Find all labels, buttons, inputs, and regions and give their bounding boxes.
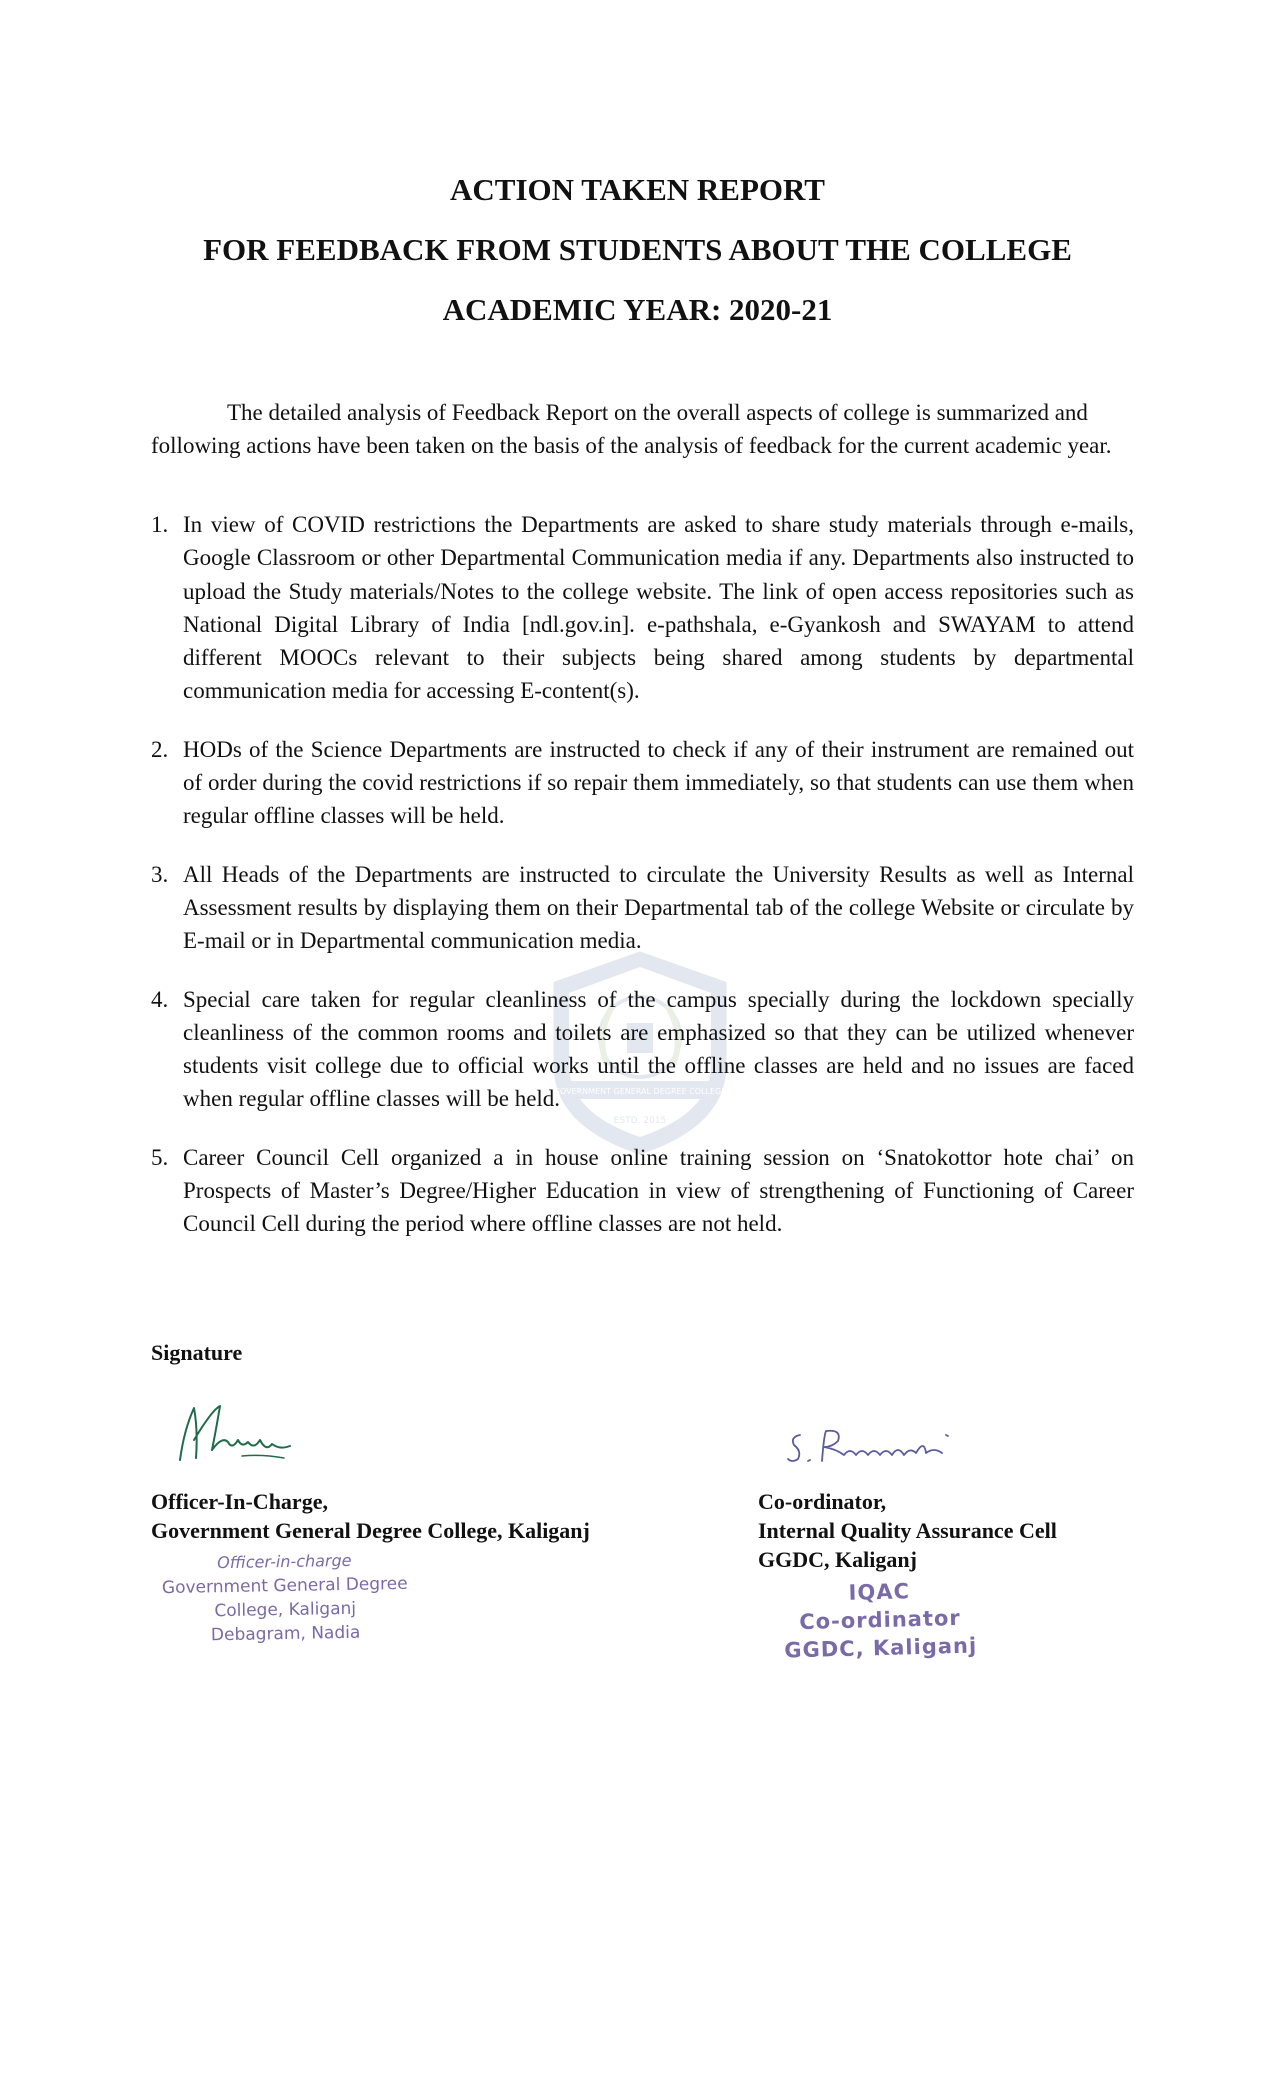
signature-heading: Signature — [151, 1340, 243, 1365]
officer-stamp — [149, 1548, 421, 1649]
iqac-stamp — [759, 1575, 1001, 1665]
coordinator-signature — [786, 1425, 996, 1471]
title-line-1: ACTION TAKEN REPORT — [450, 172, 825, 207]
item-number: 3. — [151, 861, 169, 887]
title-line-3: ACADEMIC YEAR: 2020-21 — [442, 292, 833, 327]
action-item — [151, 733, 1134, 833]
watermark-text-top: GOVERNMENT GENERAL DEGREE COLLEGE — [553, 1087, 727, 1096]
item-text: HODs of the Science Departments are instructed to check if any of their instrument are remained out of order during the covid restrictions if so repair them immediately, so that students can use them when regular offline classes will be held. — [183, 736, 1134, 829]
item-text: Special care taken for regular cleanliness of the campus specially during the lockdown specially cleanliness of the common rooms and toilets are emphasized so that they can be utilized whenever students visit college due to official works until the offline classes are held and no issues are faced when regular offline classes will be held. — [183, 986, 1134, 1112]
report-title — [0, 160, 1275, 340]
officer-signature — [172, 1400, 302, 1470]
item-text: Career Council Cell organized a in house online training session on ‘Snatokottor hote chai’ on Prospects of Master’s Degree/Higher Education in view of strengthening of Functioning of Career Council Cell during the period where offline classes are not held. — [183, 1144, 1134, 1237]
coordinator-title: Co-ordinator, — [758, 1489, 887, 1514]
item-number: 1. — [151, 512, 169, 537]
stamp-line: IQAC — [848, 1579, 911, 1605]
action-item — [151, 508, 1134, 708]
item-text: All Heads of the Departments are instructed to circulate the University Results as well as Internal Assessment results by displaying them on their Departmental tab of the college Website or circulate by E-mail or in Departmental communication media. — [183, 861, 1134, 954]
coordinator-signatory — [758, 1487, 1057, 1574]
coordinator-college: GGDC, Kaliganj — [758, 1547, 917, 1572]
item-number: 5. — [151, 1144, 169, 1170]
stamp-line: Officer-in-charge — [217, 1550, 352, 1573]
stamp-line: Debagram, Nadia — [210, 1622, 361, 1646]
item-text: In view of COVID restrictions the Departments are asked to share study materials through e-mails, Google Classroom or other Departmental Communication media if any. Departments also instructed to upload the Study materials/Notes to the college website. The link of open access repositories such as National Digital Library of India [ndl.gov.in]. e-pathshala, e-Gyankosh and SWAYAM to attend different MOOCs relevant to their subjects being shared among students by departmental communication media for accessing E-content(s). — [183, 512, 1134, 704]
stamp-line: GGDC, Kaliganj — [784, 1633, 978, 1663]
action-items-list — [151, 508, 1134, 1266]
item-number: 4. — [151, 986, 169, 1012]
coordinator-cell: Internal Quality Assurance Cell — [758, 1518, 1057, 1543]
intro-paragraph: The detailed analysis of Feedback Report on the overall aspects of college is summarized and following actions have been taken on the basis of the analysis of feedback for the current academic year. — [151, 400, 1112, 458]
stamp-line: College, Kaliganj — [214, 1598, 357, 1622]
stamp-line: Government General Degree — [161, 1573, 408, 1599]
title-line-2: FOR FEEDBACK FROM STUDENTS ABOUT THE COLLEGE — [203, 232, 1072, 267]
stamp-line: Co-ordinator — [798, 1605, 962, 1635]
watermark-text-bottom: ESTD. 2015 — [613, 1116, 667, 1126]
action-item — [151, 858, 1134, 958]
action-item — [151, 983, 1134, 1116]
item-number: 2. — [151, 736, 169, 762]
action-item — [151, 1141, 1134, 1241]
officer-signatory — [151, 1487, 590, 1545]
officer-college: Government General Degree College, Kaliganj — [151, 1518, 590, 1543]
officer-title: Officer-In-Charge, — [151, 1489, 328, 1514]
